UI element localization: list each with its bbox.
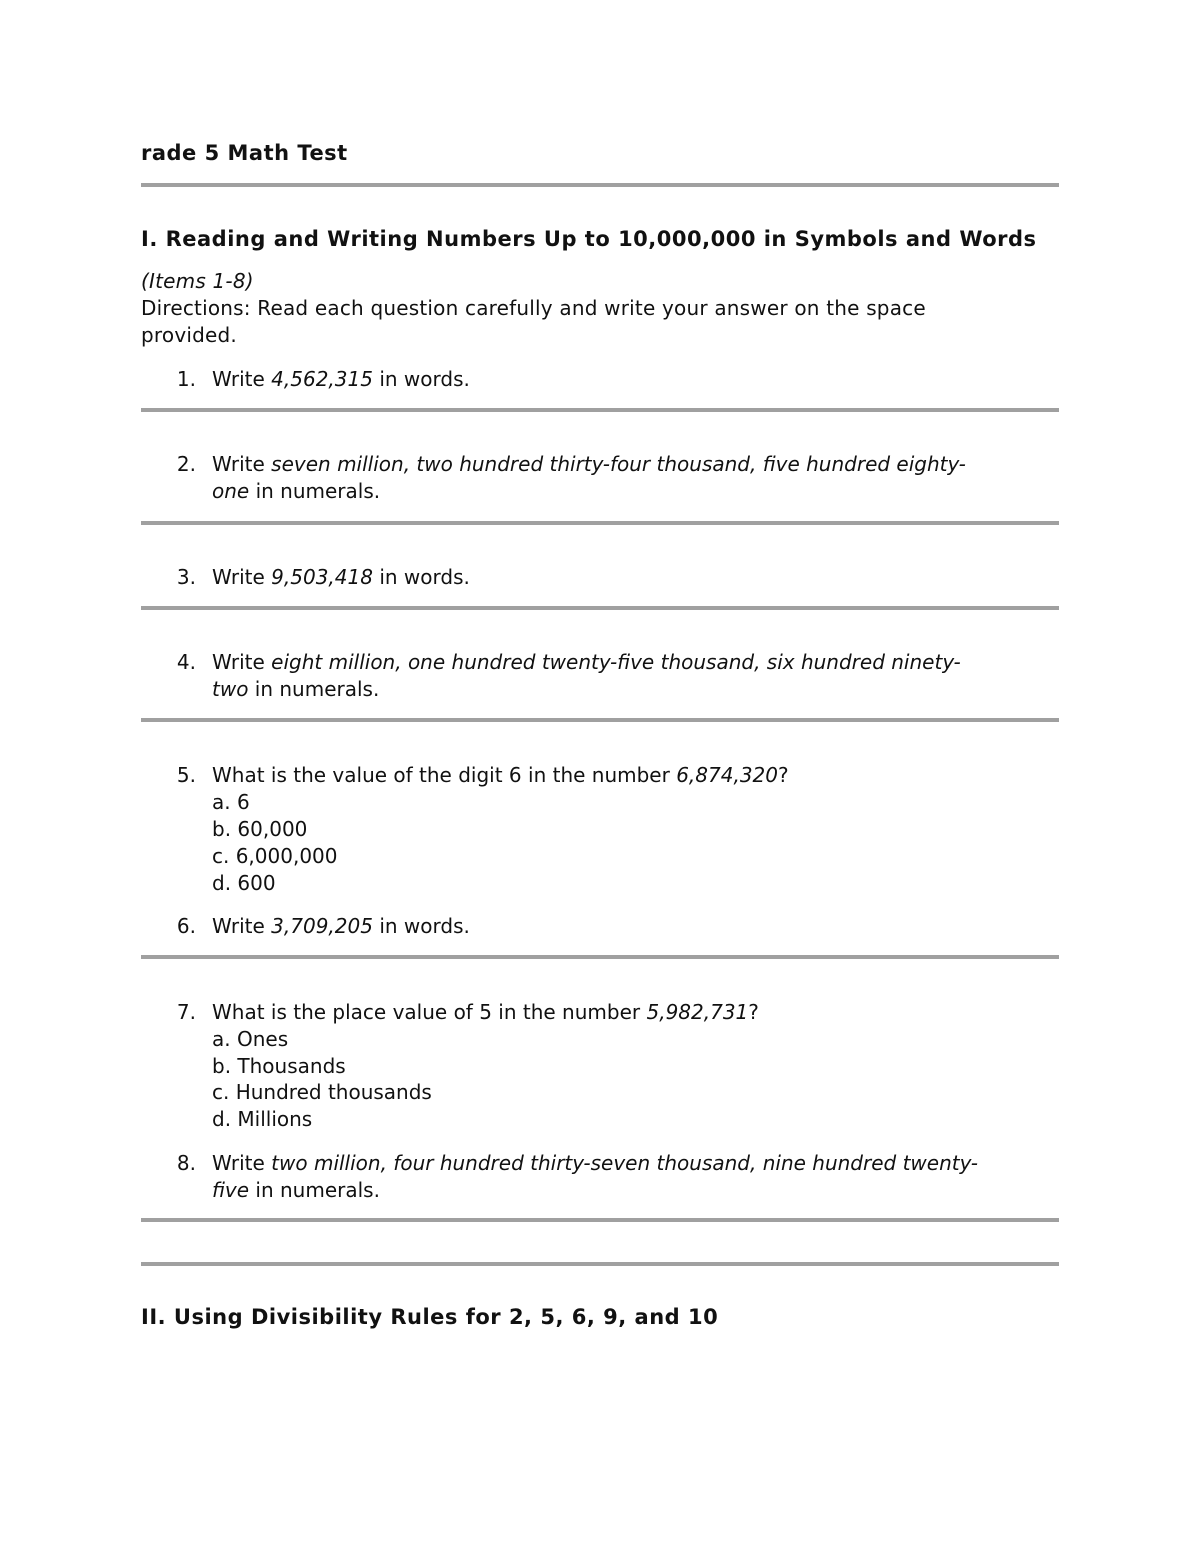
answer-line-8 [141, 1218, 1059, 1222]
question-7-suffix: ? [748, 1000, 759, 1024]
question-2-prefix: Write [212, 452, 272, 476]
answer-line-6 [141, 955, 1059, 959]
question-5-choice-d: d. 600 [212, 871, 276, 895]
question-1-number: 1. [176, 367, 196, 391]
question-3-number: 3. [176, 565, 196, 589]
answer-line-3 [141, 606, 1059, 610]
question-5-choice-c: c. 6,000,000 [212, 844, 338, 868]
question-5-number-value: 6,874,320 [676, 763, 778, 787]
question-8-number: 8. [176, 1151, 196, 1175]
directions-line-1: Directions: Read each question carefully and write your answer on the space [141, 296, 926, 320]
question-6-suffix: in words. [372, 914, 470, 938]
section-divider [141, 1262, 1059, 1266]
question-4-number: 4. [176, 650, 196, 674]
question-2-line-1 [212, 451, 966, 478]
question-7-choice-d: d. Millions [212, 1107, 313, 1131]
question-2-words-part-2: one [212, 479, 250, 503]
question-1-prefix: Write [212, 367, 272, 391]
page-title: rade 5 Math Test [141, 141, 348, 165]
question-8-prefix: Write [212, 1151, 272, 1175]
question-8-suffix: in numerals. [249, 1178, 380, 1202]
question-7 [212, 999, 759, 1026]
question-1 [212, 366, 470, 393]
question-5-suffix: ? [778, 763, 789, 787]
answer-line-2 [141, 521, 1059, 525]
question-5-number: 5. [176, 763, 196, 787]
question-3-number-value: 9,503,418 [271, 565, 373, 589]
question-5-choice-b: b. 60,000 [212, 817, 308, 841]
question-8-line-1 [212, 1150, 978, 1177]
answer-line-1 [141, 408, 1059, 412]
question-4-suffix: in numerals. [248, 677, 380, 701]
question-3-suffix: in words. [372, 565, 470, 589]
question-6-number-value: 3,709,205 [271, 914, 373, 938]
question-6-number: 6. [176, 914, 196, 938]
section-2-heading: II. Using Divisibility Rules for 2, 5, 6, 9, and 10 [141, 1305, 719, 1329]
question-7-number-value: 5,982,731 [646, 1000, 749, 1024]
question-2-suffix: in numerals. [249, 479, 381, 503]
question-5 [212, 762, 789, 789]
question-7-choice-c: c. Hundred thousands [212, 1080, 432, 1104]
question-7-choice-a: a. Ones [212, 1027, 289, 1051]
question-4-line-1 [212, 649, 961, 676]
question-6 [212, 913, 470, 940]
question-1-suffix: in words. [372, 367, 470, 391]
question-2-line-2 [212, 478, 380, 505]
question-5-choice-a: a. 6 [212, 790, 250, 814]
title-divider [141, 183, 1059, 187]
directions-line-2: provided. [141, 323, 237, 347]
question-7-number: 7. [176, 1000, 196, 1024]
question-8-line-2 [212, 1177, 380, 1204]
question-6-prefix: Write [212, 914, 272, 938]
question-7-choice-b: b. Thousands [212, 1054, 346, 1078]
question-5-prefix: What is the value of the digit 6 in the number [212, 763, 677, 787]
question-4-prefix: Write [212, 650, 272, 674]
question-8-words-part-1: two million, four hundred thirty-seven thousand, nine hundred twenty- [271, 1151, 978, 1175]
question-8-words-part-2: five [212, 1178, 250, 1202]
section-1-heading: I. Reading and Writing Numbers Up to 10,000,000 in Symbols and Words [141, 227, 1037, 251]
answer-line-4 [141, 718, 1059, 722]
items-range: (Items 1-8) [141, 269, 254, 293]
question-3-prefix: Write [212, 565, 272, 589]
question-2-number: 2. [176, 452, 196, 476]
question-3 [212, 564, 470, 591]
question-4-words-part-2: two [212, 677, 249, 701]
question-4-line-2 [212, 676, 379, 703]
question-1-number-value: 4,562,315 [271, 367, 373, 391]
question-2-words-part-1: seven million, two hundred thirty-four thousand, five hundred eighty- [271, 452, 966, 476]
question-4-words-part-1: eight million, one hundred twenty-five thousand, six hundred ninety- [271, 650, 961, 674]
question-7-prefix: What is the place value of 5 in the number [212, 1000, 647, 1024]
